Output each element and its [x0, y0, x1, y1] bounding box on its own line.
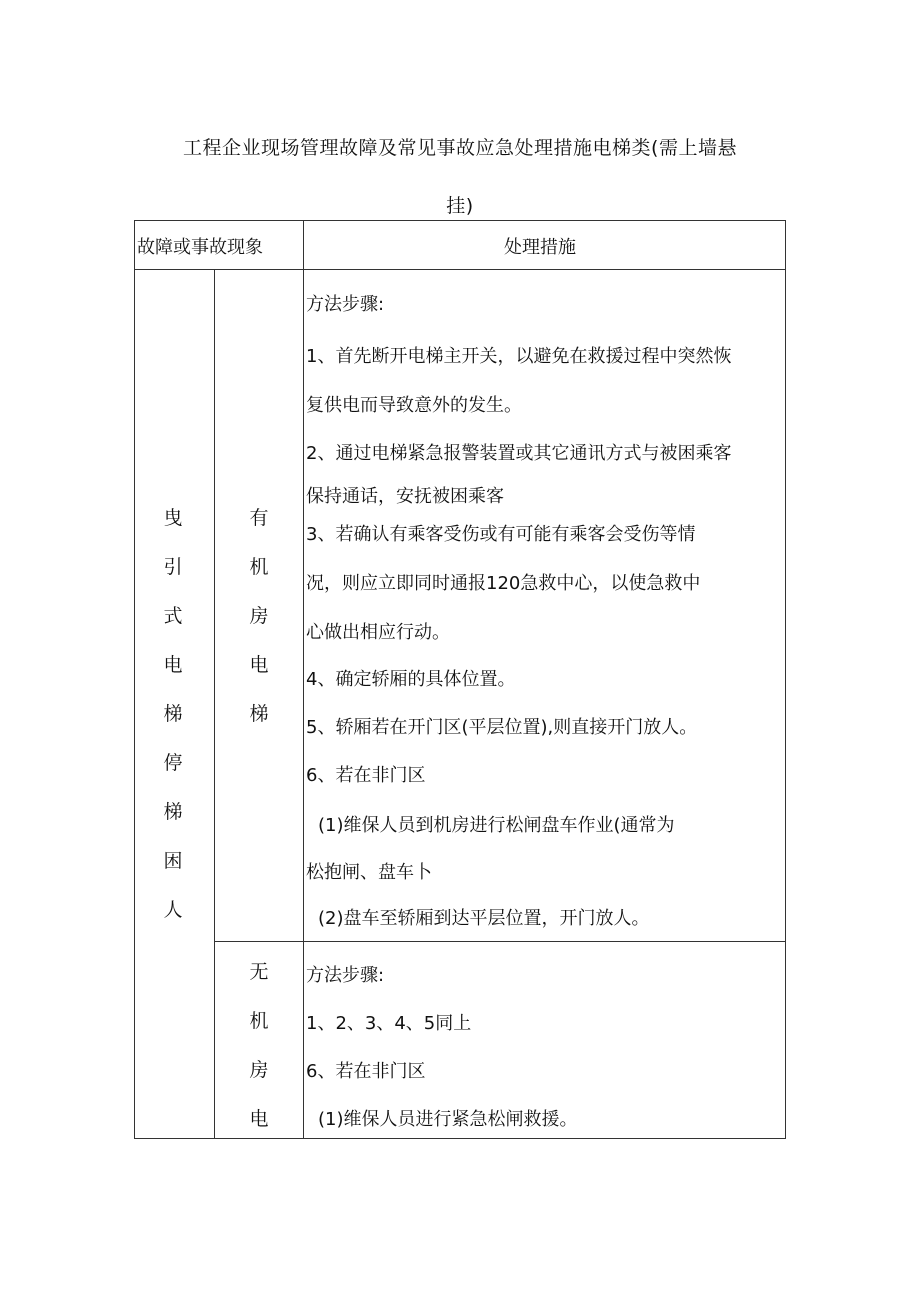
- type-char: 机: [249, 556, 269, 578]
- measure-line: 复供电而导致意外的发生。: [306, 395, 522, 416]
- category-char: 梯: [163, 703, 183, 725]
- table-border-top: [134, 220, 785, 221]
- type-char: 机: [249, 1010, 269, 1032]
- type-char: 无: [249, 961, 269, 983]
- type-char: 房: [249, 605, 269, 627]
- category-char: 电: [163, 654, 183, 676]
- measure-line: (1)维保人员进行紧急松闸救援。: [318, 1109, 578, 1130]
- measure-line: 6、若在非门区: [306, 765, 426, 786]
- header-phenomenon: 故障或事故现象: [137, 237, 263, 258]
- header-measures: 处理措施: [504, 237, 576, 258]
- type-machine-room: [244, 494, 274, 739]
- measure-line: 方法步骤:: [306, 294, 385, 315]
- table-border-right: [785, 220, 786, 1139]
- measure-line: 保持通话，安抚被困乘客: [306, 486, 504, 507]
- table-row-divider: [214, 941, 785, 942]
- category-char: 梯: [163, 801, 183, 823]
- measure-line: 4、确定轿厢的具体位置。: [306, 669, 516, 690]
- measure-line: 5、轿厢若在开门区(平层位置),则直接开门放人。: [306, 717, 698, 738]
- measure-line: 心做出相应行动。: [306, 622, 450, 643]
- category-char: 停: [163, 752, 183, 774]
- table-header-divider: [134, 269, 785, 270]
- measure-line: 松抱闸、盘车卜: [306, 862, 432, 883]
- category-char: 引: [163, 556, 183, 578]
- measure-line: (2)盘车至轿厢到达平层位置，开门放人。: [318, 908, 650, 929]
- category-char: 人: [163, 899, 183, 921]
- measure-line: 3、若确认有乘客受伤或有可能有乘客会受伤等情: [306, 524, 696, 545]
- type-char: 房: [249, 1059, 269, 1081]
- category-char: 曳: [163, 507, 183, 529]
- measure-line: 况，则应立即同时通报120急救中心，以使急救中: [306, 573, 701, 594]
- document-title-line2: 挂): [446, 195, 474, 217]
- measure-line: 1、首先断开电梯主开关，以避免在救援过程中突然恢: [306, 346, 732, 367]
- measure-line: 6、若在非门区: [306, 1061, 426, 1082]
- type-char: 电: [249, 1108, 269, 1130]
- type-machine-roomless: [244, 948, 274, 1144]
- measure-line: (1)维保人员到机房进行松闸盘车作业(通常为: [318, 815, 675, 836]
- category-char: 困: [163, 850, 183, 872]
- measure-line-clipped: [306, 482, 784, 507]
- table-col-divider-2: [303, 220, 304, 1139]
- document-title-line1: 工程企业现场管理故障及常见事故应急处理措施电梯类(需上墙悬: [183, 137, 737, 159]
- measure-line: 1、2、3、4、5同上: [306, 1013, 472, 1034]
- measure-line: 方法步骤:: [306, 965, 385, 986]
- type-char: 梯: [249, 703, 269, 725]
- table-border-left: [134, 220, 135, 1139]
- type-char: 有: [249, 507, 269, 529]
- category-label: [158, 494, 188, 935]
- type-char: 电: [249, 654, 269, 676]
- measure-line: 2、通过电梯紧急报警装置或其它通讯方式与被困乘客: [306, 443, 732, 464]
- table-col-divider-1: [214, 269, 215, 1139]
- table-border-bottom: [134, 1138, 785, 1139]
- category-char: 式: [163, 605, 183, 627]
